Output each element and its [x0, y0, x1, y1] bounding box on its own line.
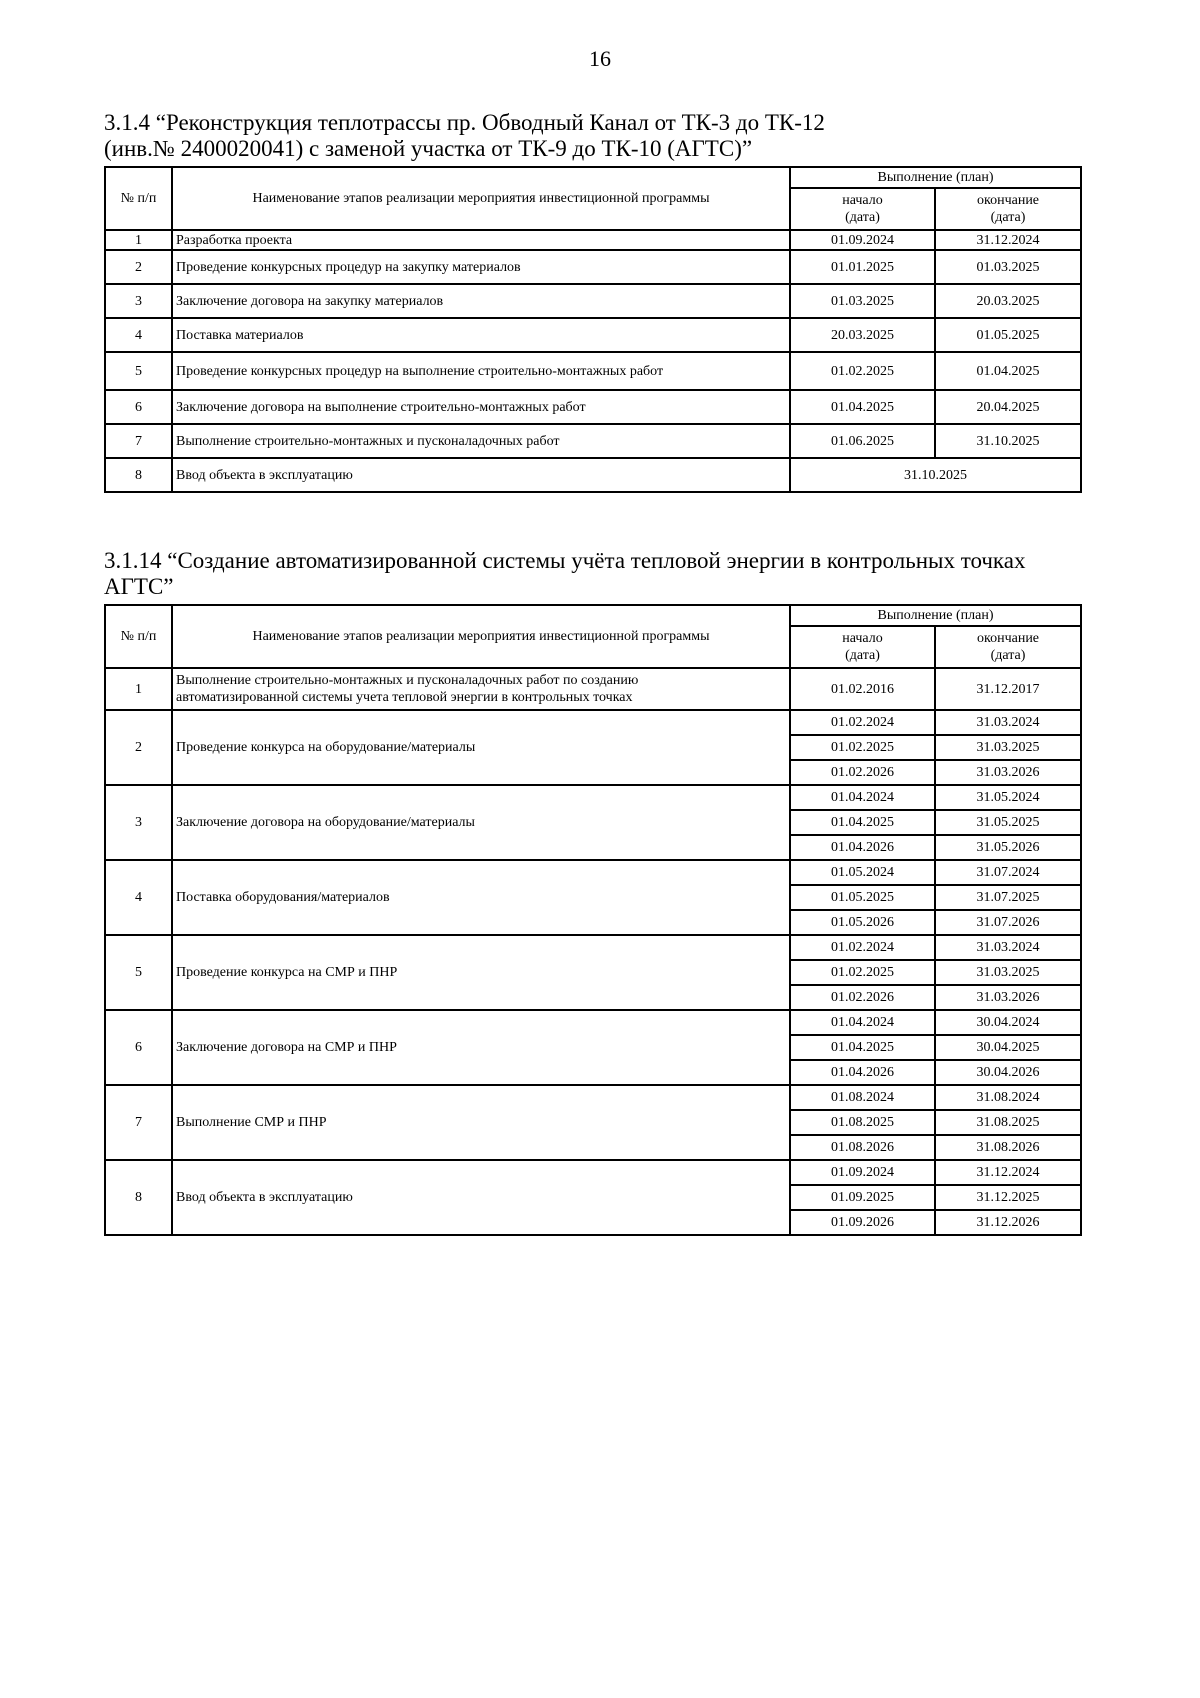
row-name: Проведение конкурса на оборудование/материалы: [172, 710, 790, 785]
row-num: 3: [105, 785, 172, 860]
row-num: 1: [105, 668, 172, 710]
row-end-date: 01.04.2025: [935, 352, 1081, 390]
row-name: Заключение договора на СМР и ПНР: [172, 1010, 790, 1085]
row-start-date: 01.04.2024: [790, 785, 935, 810]
row-end-date: 31.12.2026: [935, 1210, 1081, 1235]
row-name-line: Выполнение строительно-монтажных и пусконаладочных работ по созданию: [176, 673, 639, 688]
section-3-1-4-table: [104, 166, 1082, 493]
row-end-date: 01.05.2025: [935, 318, 1081, 352]
row-start-date: 20.03.2025: [790, 318, 935, 352]
row-end-date: 30.04.2025: [935, 1035, 1081, 1060]
row-end-date: 31.12.2017: [935, 668, 1081, 710]
row-num: 8: [105, 458, 172, 492]
header-start-sub: (дата): [845, 210, 880, 225]
table-row: [105, 230, 1081, 250]
row-completion-date: 31.10.2025: [790, 458, 1081, 492]
row-num: 5: [105, 935, 172, 1010]
header-end: [935, 188, 1081, 230]
table-row: [105, 284, 1081, 318]
table-row: [105, 860, 1081, 885]
row-end-date: 30.04.2026: [935, 1060, 1081, 1085]
header-start: [790, 188, 935, 230]
row-name-line: автоматизированной системы учета тепловой энергии в контрольных точках: [176, 690, 633, 705]
row-name: Выполнение строительно-монтажных и пусконаладочных работ: [172, 424, 790, 458]
row-num: 4: [105, 860, 172, 935]
header-start-label: начало: [842, 193, 883, 208]
row-num: 2: [105, 710, 172, 785]
header-end-sub: (дата): [990, 648, 1026, 663]
row-name: [172, 668, 790, 710]
row-end-date: 31.03.2025: [935, 735, 1081, 760]
header-num: № п/п: [105, 167, 172, 230]
section-3-1-14-title: [104, 548, 1094, 600]
row-num: 5: [105, 352, 172, 390]
page-number: 16: [589, 46, 611, 71]
table-row: [105, 1085, 1081, 1110]
row-name: Проведение конкурсных процедур на выполнение строительно-монтажных работ: [172, 352, 790, 390]
row-start-date: 01.04.2024: [790, 1010, 935, 1035]
row-start-date: 01.04.2025: [790, 1035, 935, 1060]
row-end-date: 31.08.2024: [935, 1085, 1081, 1110]
row-end-date: 31.05.2025: [935, 810, 1081, 835]
header-name: Наименование этапов реализации мероприятия инвестиционной программы: [172, 167, 790, 230]
header-start-sub: (дата): [845, 648, 880, 663]
row-end-date: 31.12.2024: [935, 230, 1081, 250]
row-num: 7: [105, 424, 172, 458]
row-start-date: 01.02.2025: [790, 960, 935, 985]
header-execution: Выполнение (план): [790, 605, 1081, 626]
row-end-date: 31.12.2025: [935, 1185, 1081, 1210]
row-start-date: 01.08.2024: [790, 1085, 935, 1110]
row-end-date: 31.03.2026: [935, 760, 1081, 785]
row-start-date: 01.06.2025: [790, 424, 935, 458]
row-start-date: 01.02.2026: [790, 760, 935, 785]
row-end-date: 31.08.2026: [935, 1135, 1081, 1160]
row-start-date: 01.05.2024: [790, 860, 935, 885]
table-row: [105, 785, 1081, 810]
row-end-date: 31.03.2026: [935, 985, 1081, 1010]
table-row: [105, 352, 1081, 390]
row-end-date: 31.05.2024: [935, 785, 1081, 810]
row-start-date: 01.05.2026: [790, 910, 935, 935]
table-row: [105, 668, 1081, 710]
row-end-date: 30.04.2024: [935, 1010, 1081, 1035]
row-end-date: 31.10.2025: [935, 424, 1081, 458]
section-title-line: АГТС”: [104, 574, 174, 599]
table-row: [105, 1160, 1081, 1185]
row-start-date: 01.09.2025: [790, 1185, 935, 1210]
row-name: Заключение договора на закупку материалов: [172, 284, 790, 318]
row-num: 7: [105, 1085, 172, 1160]
header-end-sub: (дата): [990, 210, 1026, 225]
row-name: Заключение договора на выполнение строительно-монтажных работ: [172, 390, 790, 424]
row-end-date: 31.07.2025: [935, 885, 1081, 910]
section-title-line: (инв.№ 2400020041) с заменой участка от ТК-9 до ТК-10 (АГТС)”: [104, 136, 753, 161]
table-row: [105, 458, 1081, 492]
row-num: 8: [105, 1160, 172, 1235]
header-end-label: окончание: [976, 631, 1040, 646]
table-row: [105, 250, 1081, 284]
row-name: Разработка проекта: [172, 230, 790, 250]
row-end-date: 31.03.2025: [935, 960, 1081, 985]
row-start-date: 01.05.2025: [790, 885, 935, 910]
row-start-date: 01.09.2024: [790, 230, 935, 250]
row-name: Заключение договора на оборудование/материалы: [172, 785, 790, 860]
row-end-date: 20.03.2025: [935, 284, 1081, 318]
section-3-1-4-title: [104, 110, 1094, 162]
section-3-1-14-table: [104, 604, 1082, 1236]
row-name: Проведение конкурса на СМР и ПНР: [172, 935, 790, 1010]
row-end-date: 31.07.2026: [935, 910, 1081, 935]
row-end-date: 31.03.2024: [935, 710, 1081, 735]
table-row: [105, 935, 1081, 960]
row-start-date: 01.04.2025: [790, 390, 935, 424]
row-start-date: 01.02.2016: [790, 668, 935, 710]
row-end-date: 20.04.2025: [935, 390, 1081, 424]
row-name: Поставка оборудования/материалов: [172, 860, 790, 935]
row-num: 1: [105, 230, 172, 250]
row-end-date: 31.08.2025: [935, 1110, 1081, 1135]
row-name: Поставка материалов: [172, 318, 790, 352]
row-name: Ввод объекта в эксплуатацию: [172, 458, 790, 492]
row-start-date: 01.09.2026: [790, 1210, 935, 1235]
row-start-date: 01.04.2025: [790, 810, 935, 835]
header-start-label: начало: [842, 631, 883, 646]
row-name: Проведение конкурсных процедур на закупку материалов: [172, 250, 790, 284]
row-start-date: 01.08.2026: [790, 1135, 935, 1160]
row-start-date: 01.03.2025: [790, 284, 935, 318]
row-start-date: 01.04.2026: [790, 835, 935, 860]
header-num: № п/п: [105, 605, 172, 668]
header-end: [935, 626, 1081, 668]
row-num: 4: [105, 318, 172, 352]
row-end-date: 31.12.2024: [935, 1160, 1081, 1185]
row-end-date: 31.05.2026: [935, 835, 1081, 860]
row-start-date: 01.02.2025: [790, 352, 935, 390]
table-row: [105, 1010, 1081, 1035]
table-row: [105, 318, 1081, 352]
table-row: [105, 710, 1081, 735]
row-num: 3: [105, 284, 172, 318]
row-start-date: 01.02.2025: [790, 735, 935, 760]
row-start-date: 01.04.2026: [790, 1060, 935, 1085]
row-start-date: 01.02.2024: [790, 935, 935, 960]
row-start-date: 01.02.2026: [790, 985, 935, 1010]
row-name: Выполнение СМР и ПНР: [172, 1085, 790, 1160]
row-start-date: 01.02.2024: [790, 710, 935, 735]
header-execution: Выполнение (план): [790, 167, 1081, 188]
table-row: [105, 390, 1081, 424]
row-end-date: 31.03.2024: [935, 935, 1081, 960]
row-name: Ввод объекта в эксплуатацию: [172, 1160, 790, 1235]
table-row: [105, 424, 1081, 458]
section-title-line: 3.1.4 “Реконструкция теплотрассы пр. Обводный Канал от ТК-3 до ТК-12: [104, 110, 825, 135]
row-start-date: 01.01.2025: [790, 250, 935, 284]
row-num: 6: [105, 390, 172, 424]
section-title-line: 3.1.14 “Создание автоматизированной системы учёта тепловой энергии в контрольных точках: [104, 548, 1026, 573]
row-start-date: 01.08.2025: [790, 1110, 935, 1135]
row-start-date: 01.09.2024: [790, 1160, 935, 1185]
header-end-label: окончание: [976, 193, 1040, 208]
row-num: 6: [105, 1010, 172, 1085]
row-end-date: 01.03.2025: [935, 250, 1081, 284]
header-name: Наименование этапов реализации мероприятия инвестиционной программы: [172, 605, 790, 668]
row-num: 2: [105, 250, 172, 284]
row-end-date: 31.07.2024: [935, 860, 1081, 885]
header-start: [790, 626, 935, 668]
